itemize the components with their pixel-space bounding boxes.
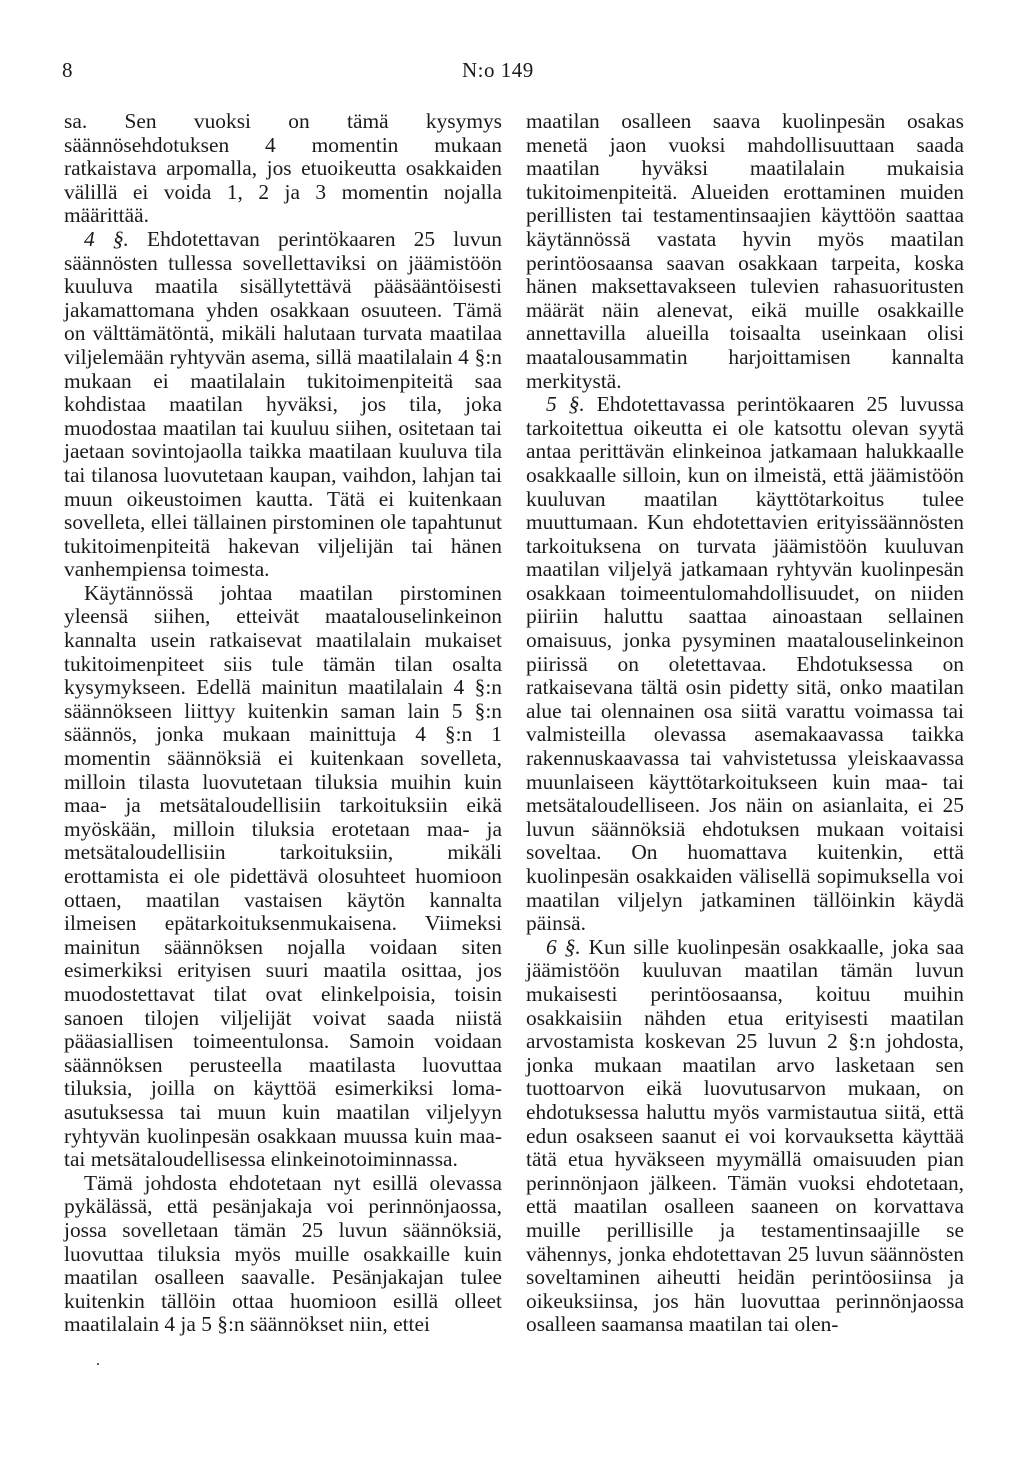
paragraph: Tämä johdosta ehdotetaan nyt esillä olevassa pykälässä, että pesänjakaja voi perinnönjaossa, jossa sovelletaan tämän 25 luvun säännöksiä, luovuttaa tiluksia myös muille osakkaille kuin maatilan osalleen saavalle. Pesänjakajan tulee kuitenkin tällöin ottaa huomioon esillä olleet maatilalain 4 ja 5 §:n säännökset niin, ettei	[64, 1170, 502, 1337]
paragraph: Käytännössä johtaa maatilan pirstominen yleensä siihen, etteivät maatalouselinkeinon kannalta usein ratkaisevat maatilalain mukaiset tukitoimenpiteet siis tule tämän tilan osalta kysymykseen. Edellä mainitun maatilalain 4 §:n säännökseen liittyy kuitenkin saman lain 5 §:n säännös, jonka mukaan mainittuja 4 §:n 1 momentin säännöksiä ei kuitenkaan sovelleta, milloin tilasta luovutetaan tiluksia muihin kuin maa- ja metsätaloudellisiin tarkoituksiin eikä myöskään, milloin tiluksia erotetaan maa- ja metsätaloudellisiin tarkoituksiin, mikäli erottamista ei ole pidettävä olosuhteet huomioon ottaen, maatilan vastaisen käytön kannalta ilmeisen epätarkoituksenmukaisena. Viimeksi mainitun säännöksen nojalla voidaan siten esimerkiksi erityisen suuri maatila osittaa, jos muodostettavat tilat ovat elinkelpoisia, toisin sanoen tilojen viljelijät voivat saada niistä pääasiallisen toimeentulonsa. Samoin voidaan säännöksen perusteella maatilasta luovuttaa tiluksia, joilla on käyttöä esimerkiksi loma-asutuksessa tai muun kuin maatilan viljelyyn ryhtyvän kuolinpesän osakkaan muussa kuin maa- tai metsätaloudellisessa elinkeinotoiminnassa.	[64, 580, 502, 1172]
page-number: 8	[62, 58, 73, 82]
section-text: Kun sille kuolinpesän osakkaalle, joka saa jäämistöön kuuluvan maatilan tämän luvun mukaisesti perintöosaansa, koituu muihin osakkaisiin nähden etua erityisesti maatilan arvostamista koskevan 25 luvun 2 §:n johdosta, jonka mukaan maatilan arvo lasketaan sen tuottoarvon eikä luovutusarvon mukaan, on ehdotuksessa haluttu myös varmistautua siitä, että edun osakseen saanut ei voi korvauksetta käyttää tätä etua hyväkseen myymällä omaisuuden pian perinnönjaon jälkeen. Tämän vuoksi ehdotetaan, että maatilan osalleen saaneen on korvattava muille perillisille ja testamentinsaajille se vähennys, jonka ehdotettavan 25 luvun säännösten soveltaminen aiheutti heidän perintöosiinsa ja oikeuksiinsa, jos hän luovuttaa perinnönjaossa osalleen saamansa maatilan tai olen-	[526, 934, 964, 1337]
paragraph-section-6	[526, 936, 964, 1337]
document-number: N:o 149	[462, 58, 534, 82]
paragraph-section-5	[526, 393, 964, 936]
section-number: 4 §.	[84, 226, 129, 251]
left-column	[64, 110, 502, 1337]
section-text: Ehdotettavassa perintökaaren 25 luvussa tarkoitettua oikeutta ei ole katsottu olevan syytä antaa perittävän elinkeinoa jatkamaan halukkaalle osakkaalle silloin, kun on ilmeistä, että jäämistöön kuuluvan maatilan käyttötarkoitus tulee muuttumaan. Kun ehdotettavien erityissäännösten tarkoituksena on turvata jäämistöön kuuluvan maatilan viljelyä jatkamaan ryhtyvän kuolinpesän osakkaan toimeentulomahdollisuudet, on niiden piiriin haluttu saattaa ainoastaan sellainen omaisuus, jonka pysyminen maatalouselinkeinon piirissä on oletettavaa. Ehdotuksessa on ratkaisevana tältä osin pidetty sitä, onko maatilan alue tai olennainen osa siitä varattu voimassa tai valmisteilla olevassa asemakaavassa taikka rakennuskaavassa tai vahvistetussa yleiskaavassa muunlaiseen käyttötarkoitukseen kuin maa- tai metsätaloudelliseen. Jos näin on asianlaita, ei 25 luvun säännöksiä ehdotuksen mukaan voitaisi soveltaa. On huomattava kuitenkin, että kuolinpesän osakkaiden välisellä sopimuksella voi maatilan viljelyn jatkaminen tällöinkin käydä päinsä.	[526, 392, 964, 936]
paragraph-section-4	[64, 228, 502, 582]
section-number: 6 §.	[546, 934, 581, 959]
paragraph-continuation: sa. Sen vuoksi on tämä kysymys säännösehdotuksen 4 momentin mukaan ratkaistava arpomalla, jos etuoikeutta osakkaiden välillä ei voida 1, 2 ja 3 momentin nojalla määrittää.	[64, 109, 502, 228]
stray-mark: .	[96, 1352, 100, 1369]
paragraph-continuation: maatilan osalleen saava kuolinpesän osakas menetä jaon vuoksi mahdollisuuttaan saada maatilan hyväksi maatilalain mukaisia tukitoimenpiteitä. Alueiden erottaminen muiden perillisten tai testamentinsaajien käyttöön saattaa käytännössä vastata hyvin myös maatilan perintöosaansa saavan osakkaan tarpeita, koska hänen maksettavakseen tulevien rahasuoritusten määrät näin alenevat, eikä muille osakkaille annettavilla alueilla toisaalta useinkaan olisi maatalousammatin harjoittamisen kannalta merkitystä.	[526, 109, 964, 393]
page-header	[0, 58, 1024, 88]
section-number: 5 §.	[546, 392, 585, 417]
right-column	[526, 110, 964, 1337]
section-text: Ehdotettavan perintökaaren 25 luvun säännösten tullessa sovellettaviksi on jäämistöön kuuluva maatila sisällytettävä pääsääntöisesti jakamattomana yhden osakkaan osuuteen. Tämä on välttämätöntä, mikäli halutaan turvata maatilaa viljelemään ryhtyvän asema, sillä maatilalain 4 §:n mukaan ei maatilalain tukitoimenpiteitä saa kohdistaa maatilan hyväksi, jos tila, joka muodostaa maatilan tai kuuluu siihen, ositetaan tai jaetaan sovintojaolla taikka maatilaan kuuluva tila tai tilanosa luovutetaan kaupan, vaihdon, lahjan tai muun oikeustoimen kautta. Tätä ei kuitenkaan sovelleta, ellei tällainen pirstominen ole tapahtunut tukitoimenpiteitä hakevan viljelijän tai hänen vanhempiensa toimesta.	[64, 226, 502, 582]
